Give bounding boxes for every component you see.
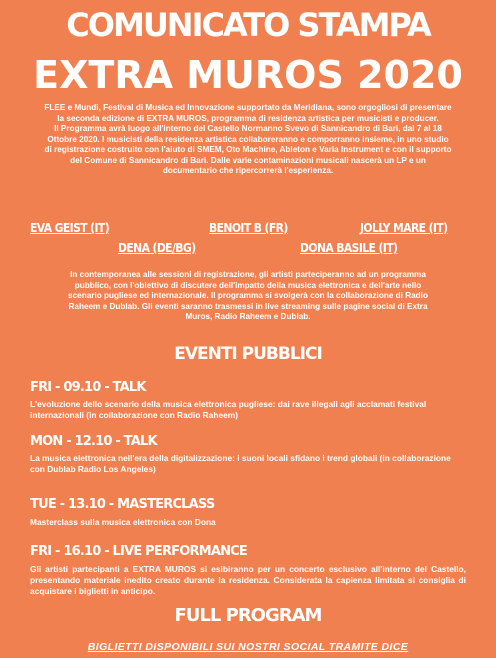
press-release-title: COMUNICATO STAMPA <box>66 6 430 44</box>
event-text-masterclass-1310: Masterclass sulla musica elettronica con Dona <box>30 517 216 527</box>
event-heading-live-1610: FRI - 16.10 - LIVE PERFORMANCE <box>30 544 247 559</box>
event-heading-masterclass-1310: TUE - 13.10 - MASTERCLASS <box>30 497 215 512</box>
program-description: In contemporanea alle sessioni di registrazione, gli artisti parteciperanno ad un programma pubblico, con l'obiettivo di discutere dell'impatto della musica elettronica e dell'arte nello scenario pugliese ed internazionale. Il programma si svolgerà con la collaborazione di Radio Raheem e Dublab. Gli eventi saranno trasmessi in live streaming sulle pagine social di Extra Muros, Radio Raheem e Dublab. <box>68 270 428 322</box>
event-text-talk-1210: La musica elettronica nell'era della digitalizzazione: i suoni locali sfidano i trend globali (in collaborazione con Dublab Radio Los Angeles) <box>30 453 451 474</box>
event-text-talk-0910: L'evoluzione dello scenario della musica elettronica pugliese: dai rave illegali agli acclamati festival internazionali (in collaborazione con Radio Raheem) <box>30 399 427 420</box>
artist-link-dena[interactable]: DENA (DE/BG) <box>118 241 196 255</box>
event-title: EXTRA MUROS 2020 <box>33 53 463 97</box>
artist-link-benoit-b[interactable]: BENOIT B (FR) <box>209 221 288 235</box>
intro-text <box>44 103 452 177</box>
artist-link-eva-geist[interactable]: EVA GEIST (IT) <box>30 221 110 235</box>
event-heading-talk-0910: FRI - 09.10 - TALK <box>30 380 146 395</box>
intro-paragraph-1: FLEE e Mundi, Festival di Musica ed Innovazione supportato da Meridiana, sono orgogliosi di presentare la seconda edizione di EXTRA MUROS, programma di residenza artistica per musicisti e producer. <box>44 103 452 123</box>
artist-link-jolly-mare[interactable]: JOLLY MARE (IT) <box>360 221 448 235</box>
artist-link-dona-basile[interactable]: DONA BASILE (IT) <box>300 241 398 255</box>
full-program-title[interactable]: FULL PROGRAM <box>174 605 322 626</box>
events-section-title: EVENTI PUBBLICI <box>174 344 322 364</box>
tickets-link[interactable]: BIGLIETTI DISPONIBILI SUI NOSTRI SOCIAL TRAMITE DICE <box>87 641 409 653</box>
event-text-live-1610: Gli artisti partecipanti a EXTRA MUROS si esibiranno per un concerto esclusivo all'interno del Castello, presentando materiale inedito creato durante la residenza. Considerata la capienza limitata si consiglia di acquistare i biglietti in anticipo. <box>30 564 466 596</box>
intro-paragraph-2: Il Programma avrà luogo all'interno del Castello Normanno Svevo di Sannicandro di Bari, dal 7 al 18 Ottobre 2020. I musicisti della residenza artistica collaboreranno e comporranno insieme, in uno studio di registrazione costruito con l'aiuto di SMEM, Oto Machine, Ableton e Varia Instrument e con il supporto del Comune di Sannicandro di Bari. Dalle varie contaminazioni musicali nascerà un LP e un documentario che ripercorrerà l'esperienza. <box>44 124 452 175</box>
event-heading-talk-1210: MON - 12.10 - TALK <box>30 434 157 449</box>
